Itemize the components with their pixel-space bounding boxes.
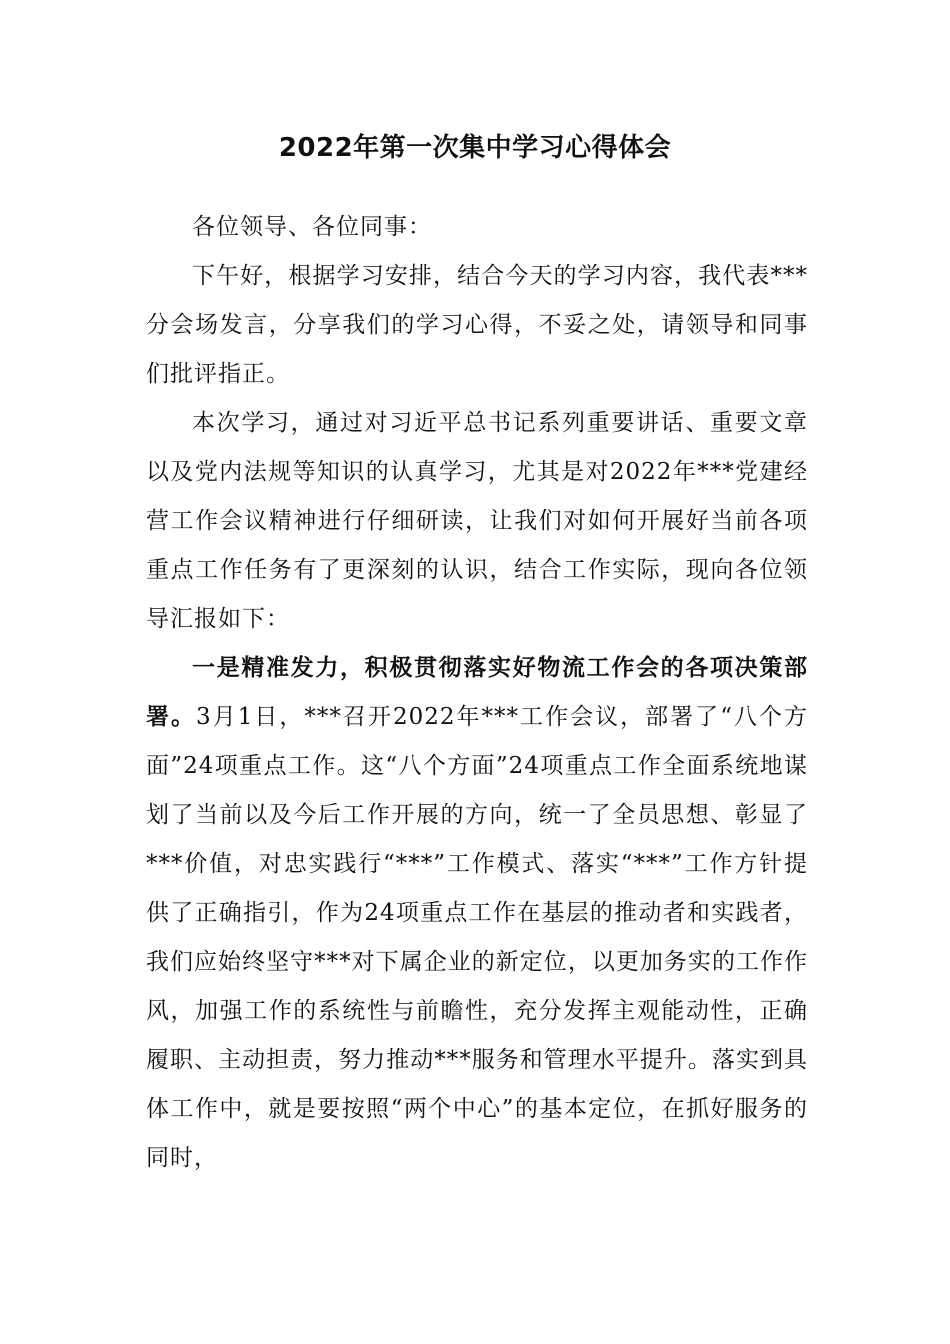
paragraph-text: 3月1日，***召开2022年***工作会议，部署了“八个方面”24项重点工作。这“八个方面”24项重点工作全面系统地谋划了当前以及今后工作开展的方向，统一了全员思想、彰显了***价值，对忠实践行“***”工作模式、落实“***”工作方针提供了正确指引，作为24项重点工作在基层的推动者和实践者，我们应始终坚守***对下属企业的新定位，以更加务实的工作作风，加强工作的系统性与前瞻性，充分发挥主观能动性，正确履职、主动担责，努力推动***服务和管理水平提升。落实到具体工作中，就是要按照“两个中心”的基本定位，在抓好服务的同时， <box>146 704 809 1171</box>
point-one-paragraph <box>146 644 808 1183</box>
document-title: 2022年第一次集中学习心得体会 <box>278 133 672 163</box>
document-body <box>146 203 808 1183</box>
intro-paragraph <box>146 399 808 644</box>
salutation-paragraph <box>146 203 808 252</box>
paragraph-lead-heading: 一是精准发力，积极贯彻落实好物流工作会的各项决策部署。 <box>146 655 808 730</box>
paragraph-text: 本次学习，通过对习近平总书记系列重要讲话、重要文章以及党内法规等知识的认真学习，尤其是对2022年***党建经营工作会议精神进行仔细研读，让我们对如何开展好当前各项重点工作任务有了更深刻的认识，结合工作实际，现向各位领导汇报如下： <box>146 410 808 632</box>
greeting-paragraph <box>146 252 808 399</box>
paragraph-text: 下午好，根据学习安排，结合今天的学习内容，我代表***分会场发言，分享我们的学习心得，不妥之处，请领导和同事们批评指正。 <box>146 263 808 387</box>
paragraph-text: 各位领导、各位同事： <box>192 214 432 240</box>
